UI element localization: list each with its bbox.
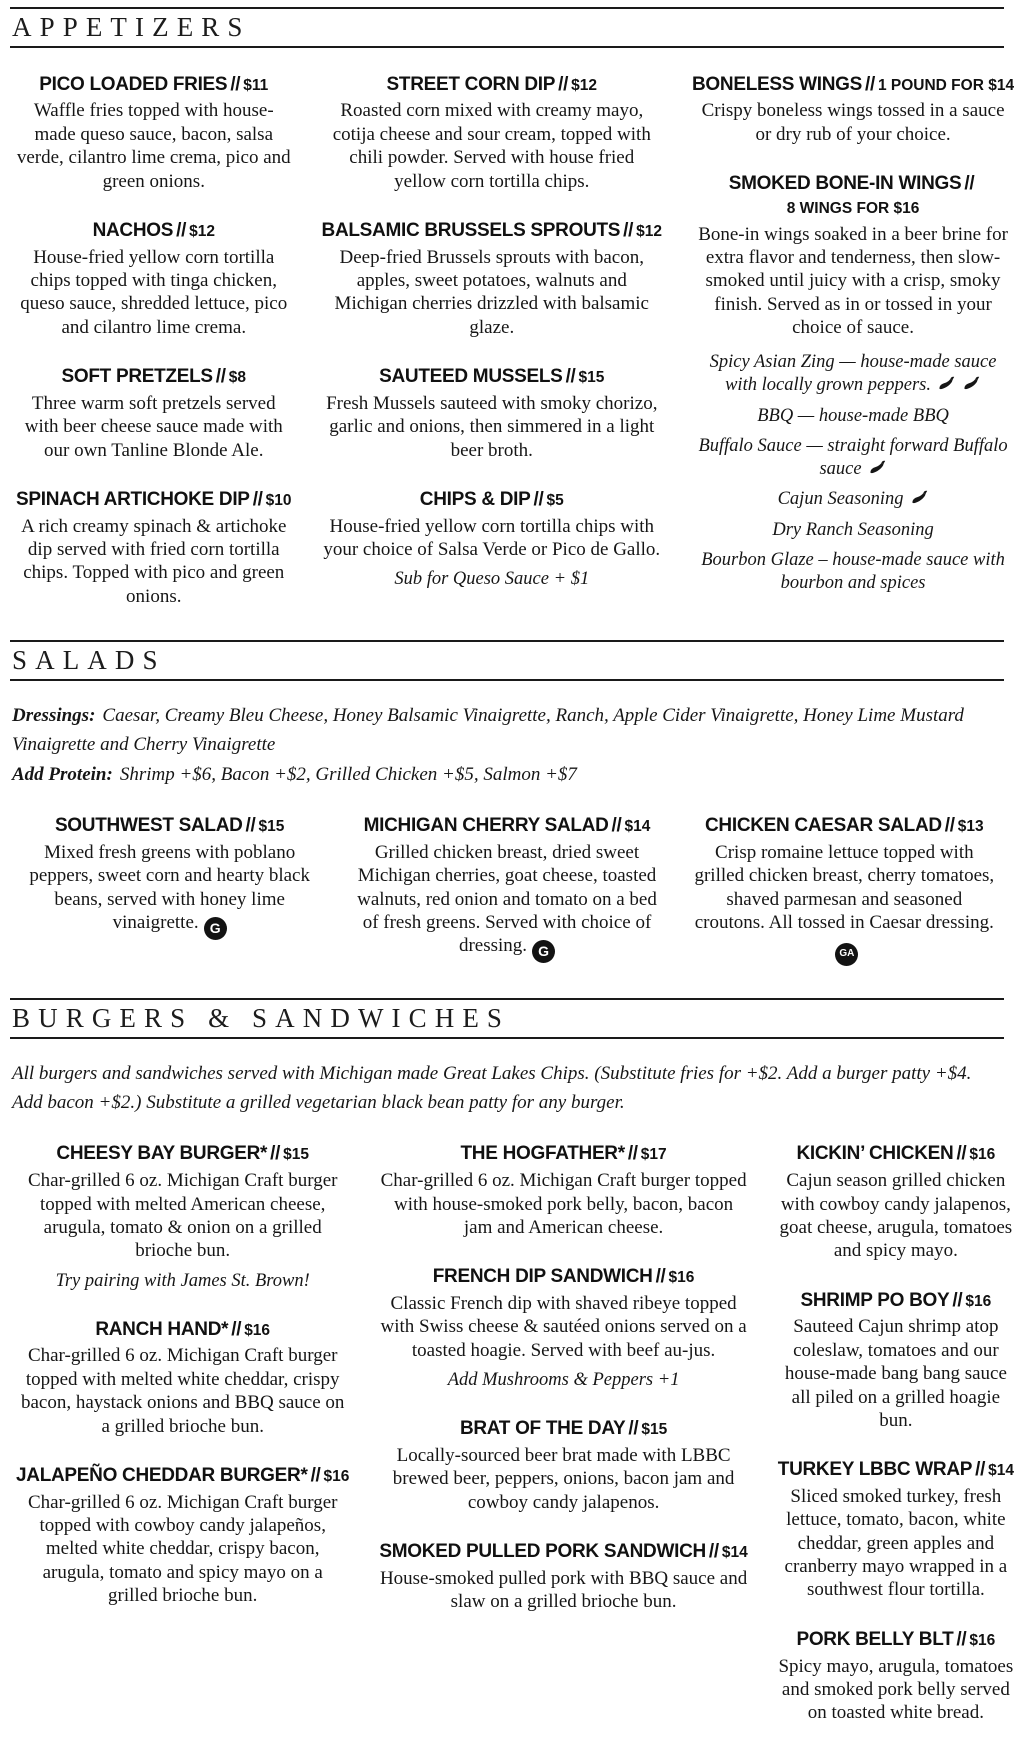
item-name: PORK BELLY BLT (796, 1628, 954, 1650)
item-description (322, 392, 662, 462)
item-name: NACHOS (92, 219, 174, 241)
pepper-icon (911, 490, 929, 505)
item-price: $8 (228, 369, 247, 387)
item-name: BRAT OF THE DAY (459, 1418, 626, 1440)
menu-item (16, 1464, 349, 1608)
item-separator: // (865, 73, 875, 95)
item-price: $15 (578, 369, 605, 387)
item-name: BONELESS WINGS (692, 73, 862, 95)
menu-item (379, 1265, 747, 1391)
item-separator: // (944, 815, 955, 837)
item-title (379, 1142, 747, 1166)
item-title (691, 814, 998, 838)
item-description-text: Spicy mayo, arugula, tomatoes and smoked pork belly served on toasted white bread. (778, 1655, 1014, 1724)
intro-line (12, 760, 1002, 789)
item-title (16, 814, 323, 838)
sauce-text: Buffalo Sauce — straight forward Buffalo sauce (698, 436, 1008, 479)
item-description-text: House-fried yellow corn tortilla chips topped with tinga chicken, queso sauce, shredded lettuce, pico and cilantro lime crema. (20, 246, 288, 338)
item-title (16, 488, 292, 512)
item-separator: // (956, 1628, 967, 1650)
item-description-text: Mixed fresh greens with poblano peppers, sweet corn and hearty black beans, served with honey lime vinaigrette. (29, 841, 310, 933)
item-price: $16 (969, 1146, 996, 1164)
item-description (353, 841, 660, 964)
item-separator: // (611, 815, 622, 837)
section-columns (10, 1142, 1014, 1750)
item-description-text: Grilled chicken breast, dried sweet Michigan cherries, goat cheese, toasted walnuts, red onion and tomato on a bed of fresh greens. Served with choice of dressing. (357, 841, 657, 957)
menu-column (692, 73, 1014, 634)
item-price: $15 (258, 818, 285, 836)
menu-item (16, 219, 292, 339)
menu-item (691, 814, 998, 966)
item-description (379, 1169, 747, 1239)
dietary-badge: G (204, 917, 227, 940)
item-separator: // (964, 173, 975, 195)
item-separator: // (231, 1318, 242, 1340)
menu-section-appetizers (10, 7, 1014, 634)
item-price: $12 (636, 222, 663, 240)
item-description (379, 1444, 747, 1514)
item-title (16, 1318, 349, 1342)
menu-item (322, 365, 662, 462)
item-title (16, 73, 292, 97)
sauce-line (692, 405, 1014, 428)
item-description (16, 515, 292, 608)
item-separator: // (565, 366, 576, 388)
item-name: SMOKED PULLED PORK SANDWICH (379, 1540, 706, 1562)
item-description (778, 1485, 1014, 1602)
item-price: $5 (546, 491, 564, 509)
item-description (692, 99, 1014, 146)
item-name: THE HOGFATHER* (460, 1143, 625, 1165)
item-name: JALAPEÑO CHEDDAR BURGER* (16, 1464, 308, 1486)
item-title (16, 219, 292, 243)
section-rule-bottom (10, 1037, 1004, 1039)
item-price: $10 (265, 491, 292, 509)
section-rule-bottom (10, 679, 1004, 681)
item-separator: // (558, 73, 569, 95)
menu-item (379, 1142, 747, 1239)
item-name: SHRIMP PO BOY (800, 1289, 950, 1311)
item-description (16, 1491, 349, 1608)
sauce-line (692, 549, 1014, 594)
item-description-text: Fresh Mussels sauteed with smoky chorizo, garlic and onions, then simmered in a light beer broth. (326, 392, 658, 461)
item-title (16, 365, 292, 389)
item-name: MICHIGAN CHERRY SALAD (363, 815, 609, 837)
item-description (379, 1567, 747, 1614)
item-description-text: A rich creamy spinach & artichoke dip served with fried corn tortilla chips. Topped with pico and green onions. (21, 515, 287, 607)
item-price: $12 (571, 76, 597, 94)
item-separator: // (952, 1289, 963, 1311)
menu-item (692, 73, 1014, 146)
item-separator: // (708, 1540, 719, 1562)
dietary-badge: GA (835, 943, 858, 966)
menu-item (778, 1628, 1014, 1725)
item-description-text: Sauteed Cajun shrimp atop coleslaw, tomatoes and our house-made bang bang sauce all piled on a grilled hoagie bun. (784, 1316, 1007, 1431)
item-title (322, 219, 662, 243)
item-name: TURKEY LBBC WRAP (777, 1459, 973, 1481)
item-name: SAUTEED MUSSELS (379, 366, 563, 388)
item-price: 8 WINGS FOR $16 (786, 199, 920, 217)
item-separator: // (215, 366, 226, 388)
menu-item (322, 488, 662, 590)
item-title (16, 1464, 349, 1488)
menu-column (691, 814, 998, 992)
item-title (379, 1265, 747, 1289)
item-price: $17 (640, 1146, 667, 1164)
item-description (379, 1292, 747, 1362)
menu-item (692, 172, 1014, 594)
item-description (322, 99, 662, 192)
section-title: APPETIZERS (12, 12, 251, 42)
section-rule-top (10, 640, 1004, 642)
menu-column (778, 1142, 1014, 1750)
menu-column (353, 814, 660, 992)
item-price: $14 (624, 818, 651, 836)
item-price: $16 (969, 1631, 996, 1649)
item-title (778, 1458, 1014, 1482)
item-note: Try pairing with James St. Brown! (55, 1270, 310, 1291)
item-price: 1 POUND FOR $14 (877, 76, 1014, 94)
item-title (16, 1142, 349, 1166)
sauce-text: Bourbon Glaze – house-made sauce with bourbon and spices (701, 550, 1005, 593)
menu-item (379, 1417, 747, 1514)
item-description-text: Three warm soft pretzels served with beer cheese sauce made with our own Tanline Blonde Ale. (24, 392, 283, 461)
item-description (16, 246, 292, 339)
item-description-text: Sliced smoked turkey, fresh lettuce, tomato, bacon, white cheddar, green apples and cranberry mayo wrapped in a southwest flour tortilla. (784, 1485, 1008, 1601)
sauce-text: BBQ — house-made BBQ (757, 405, 949, 426)
menu-item (16, 73, 292, 193)
item-name: CHICKEN CAESAR SALAD (705, 815, 942, 837)
item-description (16, 1344, 349, 1437)
item-description-text: Locally-sourced beer brat made with LBBC brewed beer, peppers, onions, bacon jam and cowboy candy jalapenos. (392, 1444, 735, 1513)
item-description-text: Cajun season grilled chicken with cowboy candy jalapenos, goat cheese, arugula, tomatoes and spicy mayo. (779, 1170, 1013, 1262)
item-separator: // (628, 1418, 639, 1440)
item-price: $16 (244, 1321, 271, 1339)
menu-item (16, 365, 292, 462)
item-separator: // (245, 815, 256, 837)
item-separator: // (270, 1143, 281, 1165)
item-description (16, 841, 323, 940)
item-title (322, 488, 662, 512)
item-separator: // (310, 1464, 321, 1486)
intro-line (12, 1059, 1002, 1118)
section-rule-top (10, 998, 1004, 1000)
item-price: $15 (283, 1146, 309, 1164)
sauce-line (692, 435, 1014, 480)
sauce-text: Spicy Asian Zing — house-made sauce with locally grown peppers. (709, 352, 997, 396)
item-description (691, 841, 998, 966)
item-separator: // (623, 219, 634, 241)
section-columns (10, 73, 1014, 634)
menu-item (778, 1289, 1014, 1433)
item-name: BALSAMIC BRUSSELS SPROUTS (321, 219, 621, 241)
section-rule-top (10, 7, 1004, 9)
item-separator: // (176, 219, 187, 241)
item-description (16, 392, 292, 462)
item-name: RANCH HAND* (95, 1318, 229, 1340)
item-description-text: House-fried yellow corn tortilla chips with your choice of Salsa Verde or Pico de Gallo. (323, 515, 661, 560)
sauce-list (692, 351, 1014, 594)
item-name: SPINACH ARTICHOKE DIP (16, 488, 250, 510)
menu-item (322, 73, 662, 193)
menu-section-salads (10, 640, 1004, 992)
item-title (353, 814, 660, 838)
pepper-icon (963, 376, 981, 391)
menu-item (379, 1540, 747, 1613)
item-description-text: Char-grilled 6 oz. Michigan Craft burger topped with cowboy candy jalapeños, melted white cheddar, crispy bacon, arugula, tomato and spicy mayo on a grilled brioche bun. (27, 1491, 338, 1607)
item-price: $16 (668, 1269, 695, 1287)
item-name: CHEESY BAY BURGER* (56, 1143, 268, 1165)
item-description-text: Char-grilled 6 oz. Michigan Craft burger topped with melted white cheddar, crispy bacon, haystack onions and BBQ sauce on a grilled brioche bun. (20, 1345, 345, 1437)
section-intro (12, 1059, 1002, 1118)
sauce-text: Dry Ranch Seasoning (772, 519, 934, 540)
item-description (778, 1315, 1014, 1432)
section-columns (10, 814, 1004, 992)
item-price: $16 (323, 1467, 350, 1485)
item-name: SOFT PRETZELS (61, 366, 213, 388)
item-separator: // (956, 1143, 967, 1165)
menu-item (16, 1318, 349, 1438)
item-name: CHIPS & DIP (419, 488, 531, 510)
menu-column (322, 73, 662, 634)
item-title (322, 73, 662, 97)
menu-column (16, 73, 292, 634)
menu-column (16, 814, 323, 992)
dietary-badge: G (532, 940, 555, 963)
item-note: Sub for Queso Sauce + $1 (394, 569, 590, 590)
item-separator: // (252, 488, 263, 510)
intro-label: Add Protein: (12, 763, 113, 785)
intro-text: Caesar, Creamy Bleu Cheese, Honey Balsamic Vinaigrette, Ranch, Apple Cider Vinaigrette, Honey Lime Mustard Vinaigrette and Cherry Vinaigrette (12, 704, 964, 756)
item-name: PICO LOADED FRIES (39, 73, 228, 95)
item-title (379, 1540, 747, 1564)
sauce-line (692, 519, 1014, 542)
item-name: KICKIN’ CHICKEN (796, 1143, 954, 1165)
item-separator: // (975, 1459, 986, 1481)
item-description-text: Classic French dip with shaved ribeye topped with Swiss cheese & sautéed onions served on a toasted hoagie. Served with beef au-jus. (380, 1293, 747, 1361)
pepper-icon (938, 376, 956, 391)
item-title (778, 1628, 1014, 1652)
menu-section-burgers-sandwiches (10, 998, 1014, 1751)
item-description-text: Deep-fried Brussels sprouts with bacon, apples, sweet potatoes, walnuts and Michigan cherries drizzled with balsamic glaze. (334, 246, 649, 338)
menu-item (353, 814, 660, 963)
item-description (778, 1169, 1014, 1262)
item-title (692, 73, 1014, 97)
item-name: FRENCH DIP SANDWICH (432, 1266, 653, 1288)
item-price: $15 (641, 1421, 668, 1439)
item-price: $12 (189, 222, 215, 240)
item-separator: // (655, 1266, 666, 1288)
item-price: $14 (988, 1462, 1014, 1480)
intro-line (12, 701, 1002, 760)
item-name: SOUTHWEST SALAD (54, 815, 243, 837)
item-description (322, 515, 662, 562)
intro-label: Dressings: (12, 704, 96, 726)
section-title: SALADS (12, 645, 166, 676)
item-description-text: Crisp romaine lettuce topped with grilled chicken breast, cherry tomatoes, shaved parmesan and seasoned croutons. All tossed in Caesar dressing. (694, 841, 995, 933)
section-title: BURGERS & SANDWICHES (12, 1002, 511, 1033)
item-description (778, 1655, 1014, 1725)
menu-item (16, 1142, 349, 1291)
pepper-icon (869, 460, 887, 475)
item-description (16, 1169, 349, 1262)
item-title (778, 1289, 1014, 1313)
item-description (16, 99, 292, 192)
item-separator: // (230, 73, 241, 95)
item-name: STREET CORN DIP (386, 73, 556, 95)
item-separator: // (627, 1143, 638, 1165)
item-title (322, 365, 662, 389)
item-description-text: Roasted corn mixed with creamy mayo, cotija cheese and sour cream, topped with chili powder. Served with house fried yellow corn tortilla chips. (332, 100, 651, 192)
item-name: SMOKED BONE-IN WINGS (728, 173, 962, 195)
item-description-text: Waffle fries topped with house-made queso sauce, bacon, salsa verde, cilantro lime crema, pico and green onions. (16, 100, 291, 192)
item-note: Add Mushrooms & Peppers +1 (447, 1370, 680, 1391)
item-description (692, 223, 1014, 340)
item-description-text: Char-grilled 6 oz. Michigan Craft burger topped with house-smoked pork belly, bacon, bacon jam and American cheese. (380, 1170, 747, 1238)
item-price: $14 (721, 1543, 748, 1561)
item-title (778, 1142, 1014, 1166)
item-description (322, 246, 662, 339)
sauce-text: Cajun Seasoning (777, 489, 904, 510)
item-title (692, 172, 1014, 220)
menu-item (16, 488, 292, 608)
sauce-line (692, 351, 1014, 396)
item-description-text: Crispy boneless wings tossed in a sauce or dry rub of your choice. (701, 100, 1005, 145)
item-price: $16 (965, 1292, 992, 1310)
menu-column (16, 1142, 349, 1750)
menu-item (322, 219, 662, 339)
item-description-text: Bone-in wings soaked in a beer brine for extra flavor and tenderness, then slow-smoked until juicy with a crisp, smoky finish. Served as in or tossed in your choice of sauce. (698, 223, 1008, 339)
menu-item (16, 814, 323, 940)
intro-text: All burgers and sandwiches served with Michigan made Great Lakes Chips. (Substitute fries for +$2. Add a burger patty +$4. Add bacon +$2.) Substitute a grilled vegetarian black bean patty for any burger. (12, 1062, 972, 1114)
section-intro (12, 701, 1002, 789)
item-separator: // (533, 488, 544, 510)
menu-item (778, 1458, 1014, 1602)
item-price: $11 (243, 76, 269, 94)
intro-text: Shrimp +$6, Bacon +$2, Grilled Chicken +$5, Salmon +$7 (119, 763, 577, 785)
item-description-text: Char-grilled 6 oz. Michigan Craft burger topped with melted American cheese, arugula, tomato & onion on a grilled brioche bun. (27, 1170, 338, 1262)
menu-item (778, 1142, 1014, 1262)
menu-column (379, 1142, 747, 1750)
item-title (379, 1417, 747, 1441)
item-price: $13 (957, 818, 984, 836)
section-rule-bottom (10, 46, 1004, 48)
sauce-line (692, 488, 1014, 511)
item-description-text: House-smoked pulled pork with BBQ sauce and slaw on a grilled brioche bun. (379, 1567, 748, 1613)
